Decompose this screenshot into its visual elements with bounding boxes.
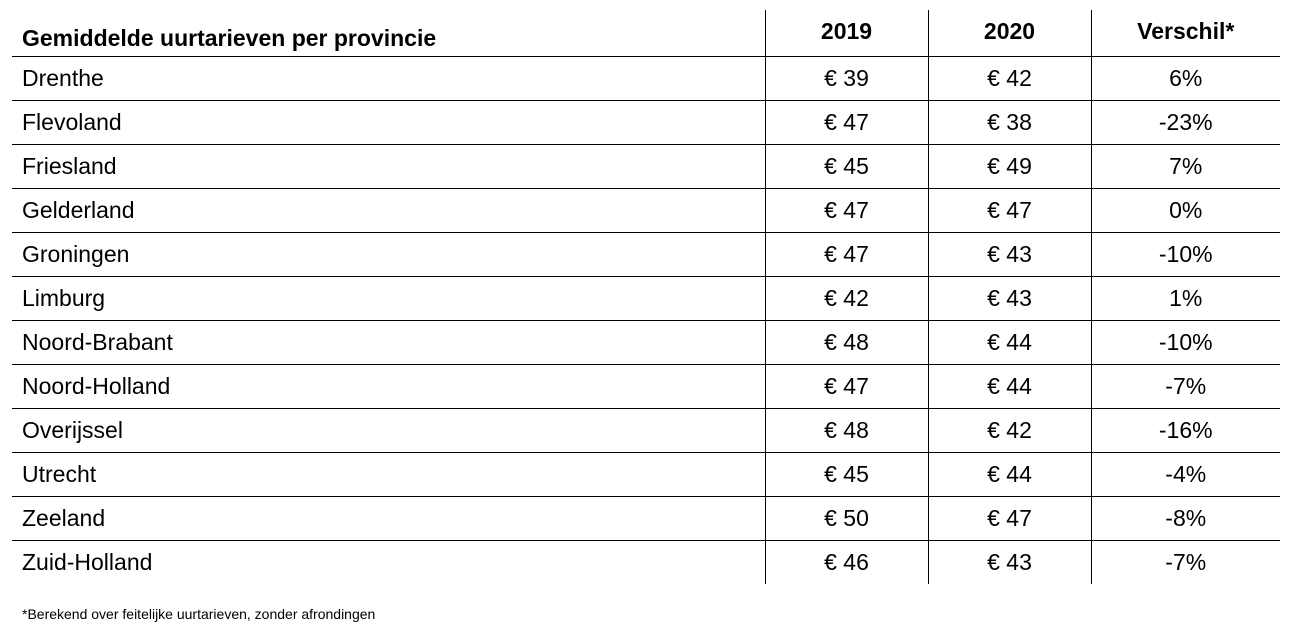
header-row xyxy=(12,10,1280,56)
province-cell: Overijssel xyxy=(12,408,765,452)
rate-2020-cell: € 44 xyxy=(928,320,1091,364)
province-cell: Noord-Brabant xyxy=(12,320,765,364)
difference-cell: 6% xyxy=(1091,56,1280,100)
province-cell: Gelderland xyxy=(12,188,765,232)
rate-2019-cell: € 50 xyxy=(765,496,928,540)
rate-2020-cell: € 47 xyxy=(928,496,1091,540)
header-2019: 2019 xyxy=(765,10,928,56)
difference-cell: -23% xyxy=(1091,100,1280,144)
rate-2020-cell: € 44 xyxy=(928,364,1091,408)
header-province: Gemiddelde uurtarieven per provincie xyxy=(12,10,765,56)
rate-2019-cell: € 45 xyxy=(765,452,928,496)
rate-2020-cell: € 43 xyxy=(928,276,1091,320)
province-cell: Limburg xyxy=(12,276,765,320)
table-row xyxy=(12,540,1280,584)
rate-2019-cell: € 47 xyxy=(765,188,928,232)
rate-2019-cell: € 48 xyxy=(765,408,928,452)
difference-cell: -10% xyxy=(1091,320,1280,364)
table-header xyxy=(12,10,1280,56)
province-cell: Drenthe xyxy=(12,56,765,100)
province-cell: Noord-Holland xyxy=(12,364,765,408)
rate-2020-cell: € 47 xyxy=(928,188,1091,232)
rate-2019-cell: € 47 xyxy=(765,100,928,144)
table-row xyxy=(12,188,1280,232)
header-difference: Verschil* xyxy=(1091,10,1280,56)
province-cell: Flevoland xyxy=(12,100,765,144)
difference-cell: -10% xyxy=(1091,232,1280,276)
rate-2019-cell: € 42 xyxy=(765,276,928,320)
rate-2020-cell: € 44 xyxy=(928,452,1091,496)
rate-2020-cell: € 43 xyxy=(928,540,1091,584)
table-row xyxy=(12,100,1280,144)
rate-2020-cell: € 49 xyxy=(928,144,1091,188)
difference-cell: -7% xyxy=(1091,364,1280,408)
table-body xyxy=(12,56,1280,584)
footnote: *Berekend over feitelijke uurtarieven, zonder afrondingen xyxy=(22,606,376,622)
rate-2020-cell: € 38 xyxy=(928,100,1091,144)
rate-2019-cell: € 47 xyxy=(765,364,928,408)
table-row xyxy=(12,408,1280,452)
table-row xyxy=(12,144,1280,188)
table-row xyxy=(12,364,1280,408)
rate-2019-cell: € 45 xyxy=(765,144,928,188)
hourly-rates-table-container xyxy=(12,10,1280,584)
table-row xyxy=(12,496,1280,540)
rate-2019-cell: € 46 xyxy=(765,540,928,584)
province-cell: Zeeland xyxy=(12,496,765,540)
table-row xyxy=(12,320,1280,364)
province-cell: Zuid-Holland xyxy=(22,548,153,575)
table-row xyxy=(12,56,1280,100)
difference-cell: 1% xyxy=(1091,276,1280,320)
rate-2019-cell: € 39 xyxy=(765,56,928,100)
rate-2020-cell: € 42 xyxy=(928,56,1091,100)
difference-cell: -4% xyxy=(1091,452,1280,496)
table-row xyxy=(12,232,1280,276)
rate-2019-cell: € 47 xyxy=(765,232,928,276)
difference-cell: 7% xyxy=(1091,144,1280,188)
difference-cell: -16% xyxy=(1091,408,1280,452)
province-cell: Groningen xyxy=(12,232,765,276)
difference-cell: 0% xyxy=(1091,188,1280,232)
table-row xyxy=(12,276,1280,320)
difference-cell: -8% xyxy=(1091,496,1280,540)
header-2020: 2020 xyxy=(928,10,1091,56)
difference-cell: -7% xyxy=(1091,540,1280,584)
hourly-rates-table xyxy=(12,10,1280,584)
rate-2020-cell: € 42 xyxy=(928,408,1091,452)
province-cell: Utrecht xyxy=(12,452,765,496)
province-cell: Friesland xyxy=(12,144,765,188)
rate-2019-cell: € 48 xyxy=(765,320,928,364)
table-row xyxy=(12,452,1280,496)
rate-2020-cell: € 43 xyxy=(928,232,1091,276)
